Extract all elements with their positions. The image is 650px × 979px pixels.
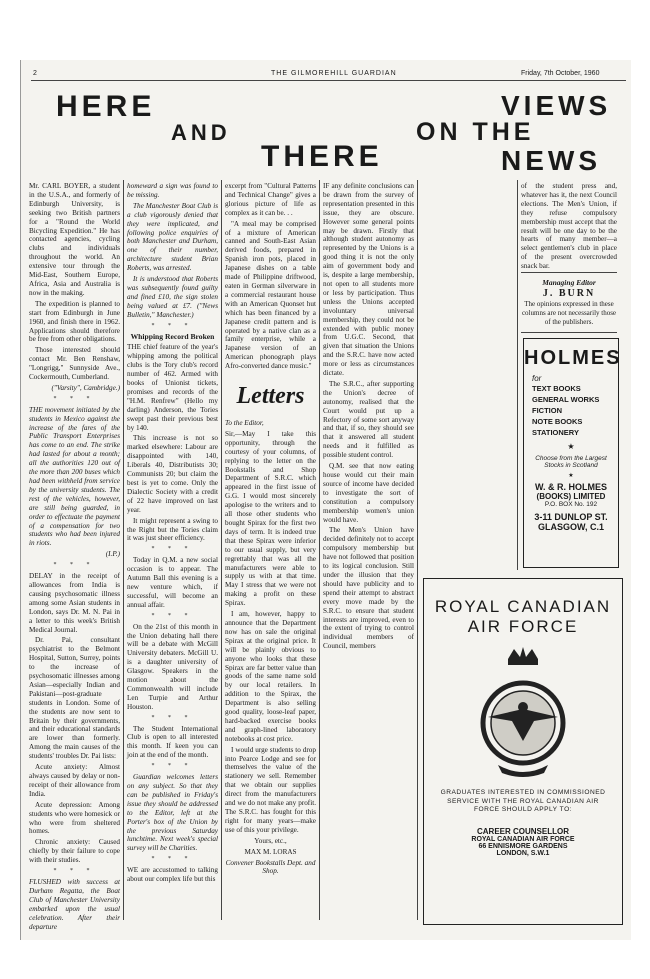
editor-box: [521, 278, 617, 327]
paragraph: The S.R.C., after supporting the Union's decree of autonomy, realised that the Court would put up a Refectory of some sort anyway and that, if so, they should see that it answered all student needs and it fulfilled as possible student control.: [323, 379, 414, 460]
rcaf-contact4: LONDON, S.W.1: [496, 849, 550, 857]
paragraph: Sir,—May I take this opportunity, through the courtesy of your columns, of replying to the letter on the Bookstalls and Shop Department of S.R.C. which appeared in the first issue of G.G. I would most sincerely apologise to the writers and to all those other students who bought Spirax for the first two days of term. It is indeed true that these Spirax were inferior to our usual supply, but very regrettably that was all the manufacturers were able to supply us with at that time. May I stress that we were not making a profit on these Spirax.: [225, 429, 316, 608]
paragraph: This increase is not so marked elsewhere: Labour are disappointed with 140, Liberals 40, Distributists 30; Communists 20; but claim the best is yet to come. Only the Dialectic Society with a credit of 22 have improved on last year.: [127, 434, 218, 514]
story-flushed: FLUSHED with success at Durham Regatta, the Boat Club of Manchester University embarked upon the usual celebration. After their departure: [29, 877, 120, 931]
rule: [521, 272, 617, 273]
column-rule: [319, 180, 320, 920]
separator-stars: * * *: [151, 612, 194, 619]
paragraph: homeward a sign was found to be missing.: [127, 182, 218, 199]
paragraph: Those interested should contact Mr. Ben Renshaw, "Longrigg," Sunnyside Ave., Cockermouth, Cumberland.: [29, 346, 120, 382]
newspaper-page: [20, 60, 631, 940]
rcaf-body: GRADUATES INTERESTED IN COMMISSIONED SERVICE WITH THE ROYAL CANADIAN AIR FORCE SHOULD APPLY TO:: [440, 789, 606, 813]
paragraph: Q.M. see that now eating house would cut their main source of income have decided to investigate the sort of constitution a compulsory membership women's union would have.: [323, 462, 414, 524]
rcaf-line2: AIR FORCE: [467, 617, 579, 636]
paragraph: I am, however, happy to announce that the Department now has on sale the original Spirax at the original price. It will be plainly obvious to anyone who looks that these Spirax are far better value than goods of the same name sold by our local retailers. In addition to the Spirax, the Department is also selling good quality, loose-leaf paper, hard-backed exercise books and graph-lined laboratory notebooks at cost price.: [225, 610, 316, 743]
paragraph: Acute depression: Among students who were homesick or who were from sheltered homes.: [29, 800, 120, 836]
rcaf-contact3: 66 ENNISMORE GARDENS: [478, 842, 568, 850]
holmes-tagline: Choose from the Largest Stocks in Scotland: [535, 455, 607, 469]
holmes-item: GENERAL WORKS: [532, 395, 600, 404]
paragraph: THE chief feature of the year's whipping among the political clubs is the Tory club's record number of 462. Armed with books of Unionist tickets, promises and records of the "H.M. Renfrew" (Hello my darling) Anderson, the Tories swept past their previous best by 140.: [127, 343, 218, 432]
source-credit: ("Varsity", Cambridge.): [51, 383, 120, 392]
paragraph: IF any definite conclusions can be drawn from the survey of representation presented in this issue, they are obscure. However some general points may be drawn. Firstly that although student autonomy as represented by the Unions is a good thing it is not the only aim of government body and is, despite a large membership, not open to all students more or less by participation. Thus unless the Unions accepted involuntary universal membership, they could not be extended with public money from U.G.C. Second, that given that situation the Unions and the S.R.C. have now acted more or less as circumstances dictate.: [323, 182, 414, 378]
rule: [521, 332, 617, 333]
paragraph: On the 21st of this month in the Union debating hall there will be a debate with McGill University debaters. McGill U. is a daughter university of Glasgow. Speakers in the motion about the Commonwealth will include Len Turpie and Arthur Houston.: [127, 622, 218, 711]
letters-title: Letters: [236, 383, 305, 410]
star-icon: ★: [568, 473, 574, 479]
paragraph: Chronic anxiety: Caused chiefly by their failure to cope with their studies.: [29, 838, 120, 865]
story-mexico: THE movement initiated by the students in Mexico against the increase of the fares of the Public Transport Enterprises has come to an end. The strike had lasted for about a month; all the authorities 120 out of the more than 200 buses which had been withheld from service by the university students. The rest of the vehicles, however, are still being guarded, in order to effectuate the payment of a compensation for two students who had been injured in riots.: [29, 405, 120, 548]
paragraph: Dr. Pai, consultant psychiatrist to the Belmont Hospital, Sutton, Surrey, points to the increase of psychosomatic illnesses among Asian—especially Indian and Pakistani—post-graduate students in London. Some of the students are now sent to Britain by their governments, and their educational standards are lower than formerly. Among the main causes of the students' troubles Dr. Pai lists:: [29, 636, 120, 761]
holmes-city: GLASGOW, C.1: [537, 522, 604, 532]
holmes-item: STATIONERY: [532, 428, 579, 437]
paragraph: Guardian welcomes letters on any subject. So that they can be published in Friday's issue they should be addressed to the Editor, left at the Porter's box of the Union by the previous Saturday lunchtime. Next week's special survey will be Charities.: [127, 773, 218, 853]
star-icon: ★: [567, 442, 575, 451]
paragraph: The Manchester Boat Club is a club vigorously denied that they were implicated, and following police enquiries of both Manchester and Durham, one of their number, architecture student Brian Roberts, was arrested.: [127, 201, 218, 273]
separator-stars: * * *: [151, 546, 194, 553]
column-1: [29, 182, 120, 931]
letter-signature: MAX M. LORAS: [244, 847, 297, 856]
paragraph: Today in Q.M. a new social occasion is to appear. The Autumn Ball this evening is a new venture which, if successful, will become an annual affair.: [127, 556, 218, 609]
page-number: 2: [33, 70, 37, 77]
letter-closing: Yours, etc.,: [254, 836, 287, 845]
separator-stars: * * *: [53, 868, 96, 875]
column-5: [521, 182, 617, 272]
headline-there: THERE: [261, 140, 383, 173]
holmes-name: HOLMES: [524, 347, 622, 369]
header-rule: [31, 80, 626, 81]
separator-stars: * * *: [151, 714, 194, 721]
story-delay: DELAY in the receipt of allowances from India is causing psychosomatic illness among some Asian students in London, says Dr. M. N. Pai in a letter to this week's British Medical Journal.: [29, 572, 120, 634]
paragraph: The Student International Club is open to all interested this month. If keen you can join at the end of the month.: [127, 724, 218, 760]
headline-views: VIEWS: [501, 90, 612, 121]
editor-name: J. BURN: [542, 288, 596, 299]
separator-stars: * * *: [151, 856, 194, 863]
paragraph: "A meal may be comprised of a mixture of American canned and South-East Asian derived foods, prepared in Spanish iron pots, placed in Japanese dishes on a table made of Philippine driftwood, eaten in German silverware in a commercial restaurant house with an American Quonset hut which has been financed by a Japanese credit pattern and is operated by a native clan as a family enterprise, while a Japanese version of an American phonograph plays Afro-converted dance music.": [225, 219, 316, 371]
column-4: [323, 182, 414, 922]
rcaf-line1: ROYAL CANADIAN: [434, 597, 612, 616]
column-rule: [123, 180, 124, 920]
holmes-address: 3-11 DUNLOP ST.: [534, 512, 608, 522]
holmes-item: NOTE BOOKS: [532, 417, 583, 426]
editor-title: Managing Editor: [542, 278, 596, 287]
holmes-company: W. & R. HOLMES: [535, 482, 607, 492]
headline-on-the: ON THE: [416, 118, 535, 146]
paragraph: I would urge students to drop into Pearce Lodge and see for themselves the value of the stationery we sell. Remember that we obtain our supplies direct from the manufacturers and we do not make any profit. The S.R.C. has fought for this right for many years—make use of this your privilege.: [225, 745, 316, 834]
story-boyer: Mr. CARL BOYER, a student in the U.S.A., and formerly of Edinburgh University, is seeking two British partners for a "Round the World Bicycling Expedition." He has contacted agencies, cycling clubs and individuals throughout the world. An extensive tour through the Mid-East, Southern Europe, Africa, Asia and Australia is now in the making.: [29, 182, 120, 297]
masthead: THE GILMOREHILL GUARDIAN: [271, 70, 397, 77]
letter-salutation: To the Editor,: [225, 419, 264, 428]
headline-news: NEWS: [501, 145, 601, 176]
paragraph: WE are accustomed to talking about our complex life but this: [127, 866, 218, 884]
holmes-company-2: (BOOKS) LIMITED: [536, 492, 606, 501]
paragraph: It might represent a swing to the Right but the Tories claim it was just sheer efficiency.: [127, 516, 218, 543]
rcaf-contact2: ROYAL CANADIAN AIR FORCE: [471, 835, 575, 843]
paragraph: excerpt from "Cultural Patterns and Technical Change" gives a glorious picture of life as complex as it can be. . .: [225, 182, 316, 217]
rcaf-advertisement: [423, 578, 623, 925]
issue-date: Friday, 7th October, 1960: [521, 70, 600, 77]
paragraph: The Men's Union have decided definitely not to accept compulsory membership but have not followed that position to its logical conclusion. Still under the illusion that they should have publicity and to spend their attempt to abstract every move made by the S.R.C. to ensure that student interests are improved, even to the extent of trying to control individual members of Council, members: [323, 526, 414, 651]
rcaf-badge-icon: [468, 645, 578, 780]
rcaf-contact1: CAREER COUNSELLOR: [476, 826, 569, 836]
column-rule: [517, 180, 518, 570]
letter-sig-title: Convener Bookstalls Dept. and Shop.: [225, 858, 316, 876]
paragraph: The expedition is planned to start from Edinburgh in June 1960, and finish there in 1962. Applications should therefore be free from other obligations.: [29, 299, 120, 344]
paragraph: Acute anxiety: Almost always caused by delay or non-receipt of their allowance from India.: [29, 763, 120, 798]
separator-stars: * * *: [53, 395, 96, 402]
separator-stars: * * *: [53, 562, 96, 569]
separator-stars: * * *: [151, 763, 194, 770]
holmes-advertisement: [523, 338, 622, 568]
separator-stars: * * *: [151, 322, 194, 329]
editor-note: The opinions expressed in these columns are not necessarily those of the publishers.: [521, 300, 617, 326]
section-heading: Whipping Record Broken: [130, 331, 215, 341]
column-3: [225, 182, 316, 922]
paragraph: It is understood that Roberts was subsequently found guilty and fined £10, the sign stolen being valued at £7. ("News Bulletin," Manchester.): [127, 275, 218, 319]
column-rule: [221, 180, 222, 920]
column-rule: [417, 180, 418, 920]
column-2: [127, 182, 218, 922]
headline-and: AND: [171, 120, 231, 145]
holmes-pobox: P.O. BOX No. 192: [544, 501, 598, 508]
holmes-item: TEXT BOOKS: [532, 384, 581, 393]
paragraph: of the student press and, whatever has it, the next Council elections. The Men's Union, if they refuse compulsory membership must accept that the result will be one day to be the hearts of many member—a select gentlemen's club in place of the present overcrowded snack bar.: [521, 182, 617, 271]
holmes-item: FICTION: [532, 406, 562, 415]
headline-here: HERE: [56, 90, 156, 123]
holmes-for: for: [532, 374, 542, 383]
source-credit: (I.P.): [105, 550, 120, 559]
